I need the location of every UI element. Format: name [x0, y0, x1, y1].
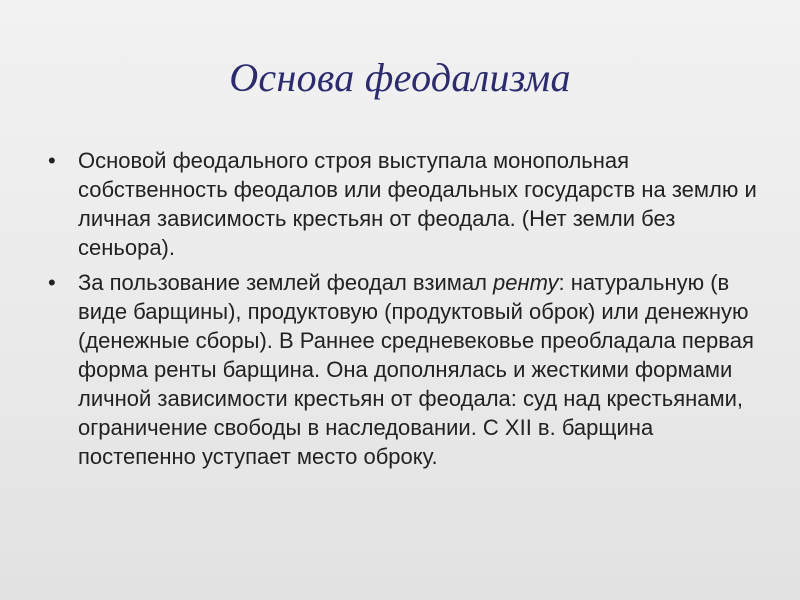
bullet-item — [48, 146, 758, 262]
bullet-text-end: : натуральную (в виде барщины), продуктовую (продуктовый оброк) или денежную (денежные сборы). В Раннее средневековье преобладала первая форма ренты барщина. Она дополнялась и жесткими формами личной зависимости крестьян от феодала: суд над крестьянами, ограничение свободы в наследовании. С XII в. барщина постепенно уступает место оброку. — [78, 270, 754, 469]
bullet-marker: • — [48, 270, 56, 295]
bullet-list — [48, 146, 758, 477]
bullet-item — [48, 268, 758, 471]
bullet-text: Основой феодального строя выступала монопольная собственность феодалов или феодальных государств на землю и личная зависимость крестьян от феодала. (Нет земли без сеньора). — [78, 148, 757, 260]
bullet-emphasis: ренту — [493, 270, 559, 295]
bullet-marker: • — [48, 148, 56, 173]
slide-title: Основа феодализма — [229, 55, 571, 100]
bullet-text-start: За пользование землей феодал взимал — [78, 270, 494, 295]
